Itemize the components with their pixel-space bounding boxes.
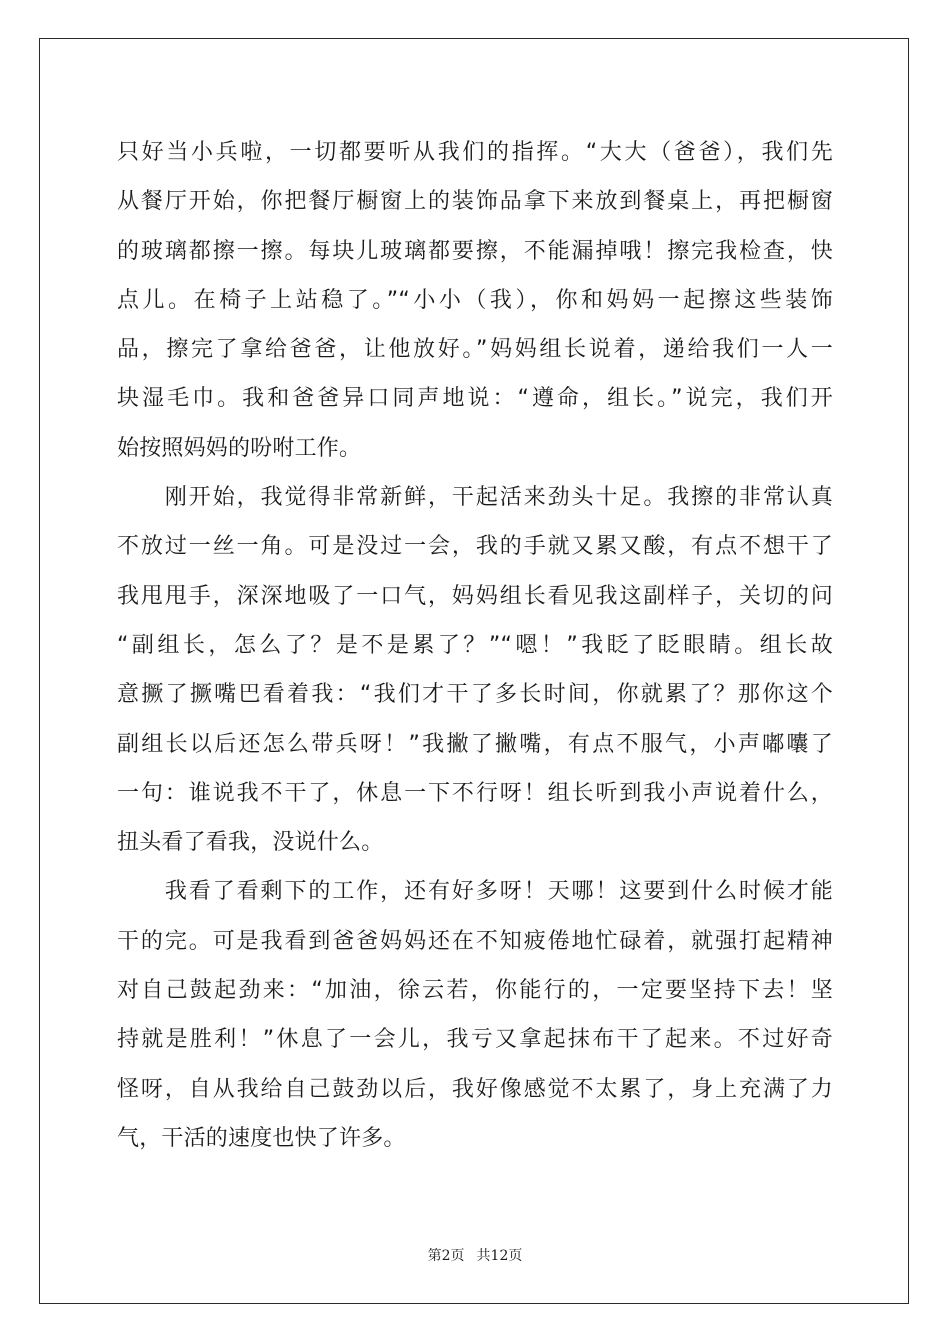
- text-line: 意撅了撅嘴巴看着我：“我们才干了多长时间，你就累了？那你这个: [117, 682, 833, 708]
- text-line: 对自己鼓起劲来：“加油，徐云若，你能行的，一定要坚持下去！坚: [117, 978, 833, 1004]
- page-total: 共12页: [476, 1248, 523, 1264]
- text-line: 一句：谁说我不干了，休息一下不行呀！组长听到我小声说着什么，: [117, 780, 833, 806]
- text-line: 点儿。在椅子上站稳了。”“小小（我），你和妈妈一起擦这些装饰: [117, 287, 833, 313]
- document-body: [117, 128, 833, 1163]
- text-line: 扭头看了看我，没说什么。: [117, 830, 384, 856]
- page-footer: [0, 1245, 950, 1265]
- text-line: “副组长，怎么了？是不是累了？”“嗯！”我眨了眨眼睛。组长故: [117, 632, 833, 658]
- text-line: 不放过一丝一角。可是没过一会，我的手就又累又酸，有点不想干了: [117, 534, 833, 560]
- text-line: 刚开始，我觉得非常新鲜，干起活来劲头十足。我擦的非常认真: [117, 485, 833, 511]
- text-line: 副组长以后还怎么带兵呀！”我撇了撇嘴，有点不服气，小声嘟囔了: [117, 731, 833, 757]
- text-line: 我甩甩手，深深地吸了一口气，妈妈组长看见我这副样子，关切的问: [117, 583, 833, 609]
- page-number: 第2页: [427, 1248, 465, 1264]
- text-line: 从餐厅开始，你把餐厅橱窗上的装饰品拿下来放到餐桌上，再把橱窗: [117, 189, 833, 215]
- text-line: 的玻璃都擦一擦。每块儿玻璃都要擦，不能漏掉哦！擦完我检查，快: [117, 238, 833, 264]
- text-line: 品，擦完了拿给爸爸，让他放好。”妈妈组长说着，递给我们一人一: [117, 337, 833, 363]
- text-line: 气，干活的速度也快了许多。: [117, 1125, 406, 1151]
- text-line: 持就是胜利！”休息了一会儿，我亏又拿起抹布干了起来。不过好奇: [117, 1027, 833, 1053]
- text-line: 我看了看剩下的工作，还有好多呀！天哪！这要到什么时候才能: [117, 879, 833, 905]
- text-line: 始按照妈妈的吩咐工作。: [117, 435, 362, 461]
- text-line: 怪呀，自从我给自己鼓劲以后，我好像感觉不太累了，身上充满了力: [117, 1076, 833, 1102]
- text-line: 块湿毛巾。我和爸爸异口同声地说：“遵命，组长。”说完，我们开: [117, 386, 833, 412]
- text-line: 干的完。可是我看到爸爸妈妈还在不知疲倦地忙碌着，就强打起精神: [117, 928, 833, 954]
- text-line: 只好当小兵啦，一切都要听从我们的指挥。“大大（爸爸），我们先: [117, 140, 833, 165]
